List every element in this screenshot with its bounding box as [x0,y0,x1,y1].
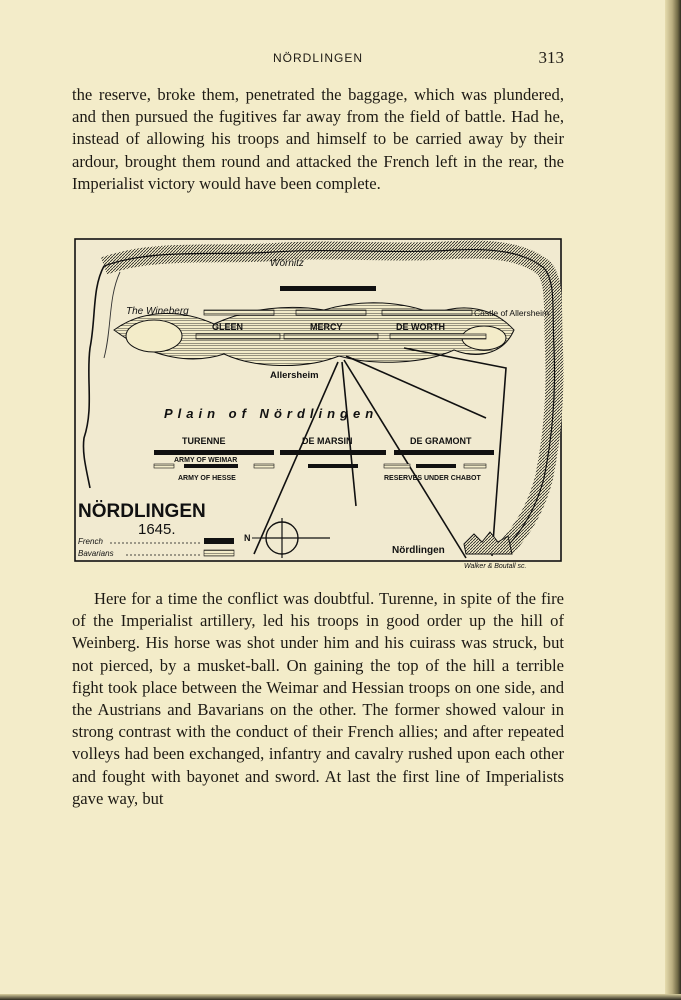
legend-bavarians-swatch [204,550,234,556]
unit-army-of-hesse: ARMY OF HESSE [178,475,236,482]
engraver-credit: Walker & Boutall sc. [464,563,527,570]
map-year: 1645. [138,521,176,538]
map-label-plain: Plain of Nördlingen [164,406,379,421]
map-label-weinberg: The Wineberg [126,306,189,317]
unit-de-marsin: DE MARSIN [302,436,353,446]
bottom-edge [0,994,681,1000]
page-number: 313 [538,48,564,67]
unit-de-worth: DE WORTH [396,322,445,332]
unit-de-gramont: DE GRAMONT [410,436,472,446]
legend-french-label: French [78,537,103,546]
legend-french-swatch [204,538,234,544]
map-title: NÖRDLINGEN [78,501,206,522]
legend-bavarians-label: Bavarians [78,549,114,558]
unit-reserves: RESERVES UNDER CHABOT [384,475,481,482]
battle-map [74,238,568,570]
unit-turenne: TURENNE [182,436,226,446]
unit-mercy: MERCY [310,322,343,332]
compass-letter: N [244,533,251,543]
unit-gleen: GLEEN [212,322,244,332]
paragraph-1: the reserve, broke them, penetrated the baggage, which was plundered, and then pursued the fugitives far away from the field of battle. Had he, instead of allowing his troops and himself to be carried away by their ardour, brought them round and attacked the French left in the rear, the Imperialist victory would have been complete. [72,85,564,193]
paragraph-2: Here for a time the conflict was doubtful. Turenne, in spite of the fire of the Imperialist artillery, led his troops in good order up the hill of Weinberg. His horse was shot under him and his cuirass was struck, but not pierced, by a musket-ball. On gaining the top of the hill a terrible fight took place between the Weimar and Hessian troops on one side, and the Austrians and Bavarians on the other. The former showed valour in strong contrast with the conduct of their French allies; and after repeated volleys had been exchanged, infantry and cavalry rushed upon each other and fought with bayonet and sword. At last the first line of Imperialists gave way, but [72,589,564,808]
map-label-river: Wörnitz [270,258,304,269]
map-label-castle: Castle of Allersheim [474,308,550,318]
running-head: NÖRDLINGEN [272,51,363,65]
page-header [72,48,564,68]
battle-map-svg [74,238,568,570]
map-label-village: Allersheim [270,370,319,381]
unit-army-of-weimar: ARMY OF WEIMAR [174,457,238,464]
page-edge [665,0,681,1000]
map-label-town: Nördlingen [392,545,445,556]
